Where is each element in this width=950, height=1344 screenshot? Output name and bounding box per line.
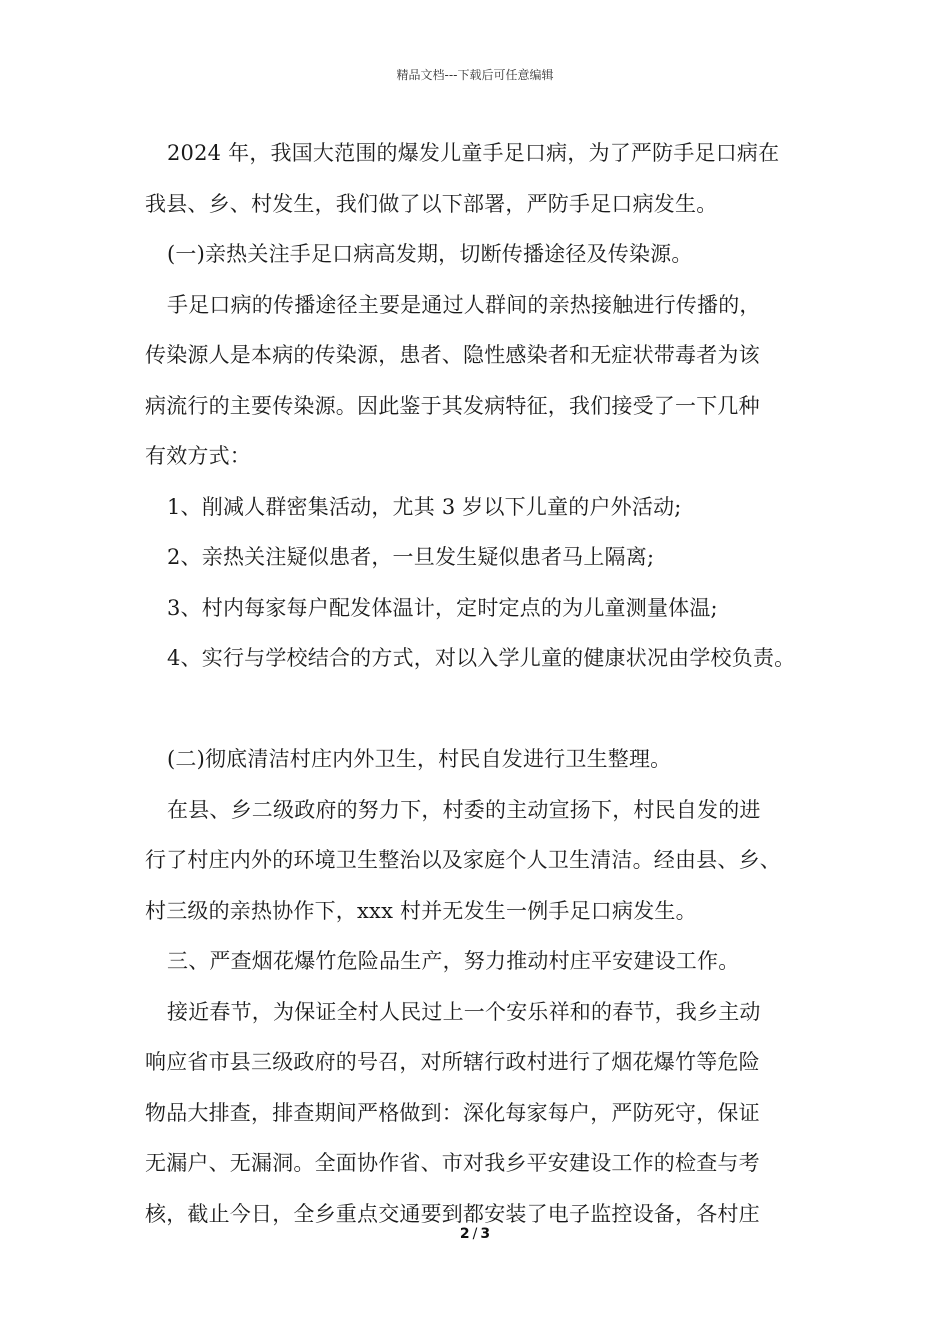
section-heading: (一)亲热关注手足口病高发期，切断传播途径及传染源。 [167,242,693,266]
paragraph-line: 在县、乡二级政府的努力下，村委的主动宣扬下，村民自发的进 [167,797,761,822]
paragraph-line: 无漏户、无漏洞。全面协作省、市对我乡平安建设工作的检查与考 [145,1151,760,1175]
document-body [145,128,825,1239]
paragraph-line: 2024 年，我国大范围的爆发儿童手足口病，为了严防手足口病在 [167,141,780,165]
paragraph-line: 有效方式： [145,444,251,468]
paragraph-line: 我县、乡、村发生，我们做了以下部署，严防手足口病发生。 [145,191,718,216]
list-item: 1、削减人群密集活动，尤其 3 岁以下儿童的户外活动; [167,494,682,519]
paragraph-line: 村三级的亲热协作下，xxx 村并无发生一例手足口病发生。 [145,898,697,923]
section-heading: (二)彻底清洁村庄内外卫生，村民自发进行卫生整理。 [167,747,672,771]
list-item: 3、村内每家每户配发体温计，定时定点的为儿童测量体温; [167,595,718,620]
page-header: 精品文档---下载后可任意编辑 [396,68,554,82]
paragraph-line: 核，截止今日，全乡重点交通要到都安装了电子监控设备，各村庄 [145,1201,760,1226]
paragraph-line: 行了村庄内外的环境卫生整治以及家庭个人卫生清洁。经由县、乡、 [145,848,781,872]
paragraph-line: 手足口病的传播途径主要是通过人群间的亲热接触进行传播的， [167,292,761,317]
page-number [0,1226,950,1242]
total-pages: 3 [480,1226,491,1242]
list-item: 2、亲热关注疑似患者，一旦发生疑似患者马上隔离; [167,545,655,569]
current-page: 2 [459,1226,470,1242]
paragraph-line: 传染源人是本病的传染源，患者、隐性感染者和无症状带毒者为该 [145,343,760,367]
paragraph-line: 接近春节，为保证全村人民过上一个安乐祥和的春节，我乡主动 [167,999,761,1024]
page-separator: / [472,1226,478,1242]
blank-line [145,684,825,735]
section-heading: 三、严查烟花爆竹危险品生产，努力推动村庄平安建设工作。 [167,949,740,973]
paragraph-line: 响应省市县三级政府的号召，对所辖行政村进行了烟花爆竹等危险 [145,1050,760,1074]
list-item: 4、实行与学校结合的方式，对以入学儿童的健康状况由学校负责。 [167,646,796,670]
paragraph-line: 物品大排查，排查期间严格做到：深化每家每户，严防死守，保证 [145,1100,760,1125]
paragraph-line: 病流行的主要传染源。因此鉴于其发病特征，我们接受了一下几种 [145,393,760,418]
